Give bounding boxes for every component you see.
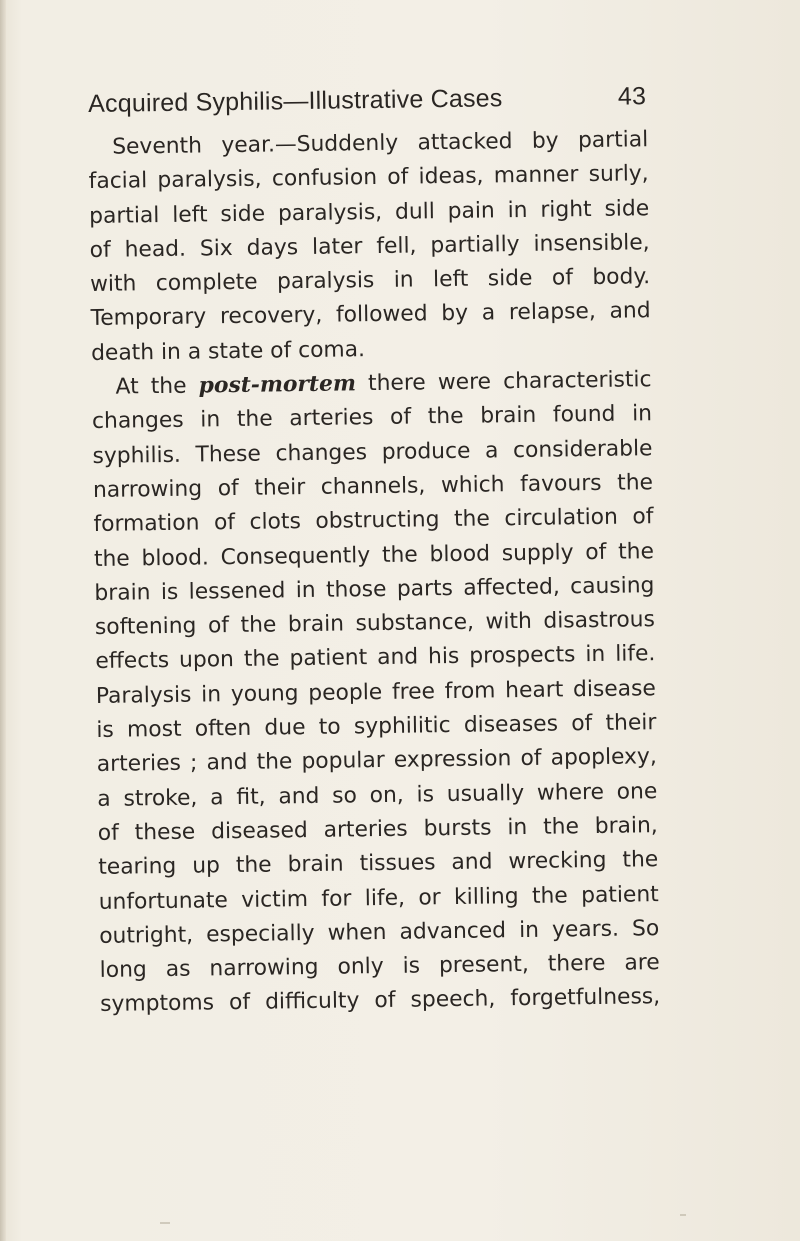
text-line: effects upon the patient and his prospects in life. bbox=[95, 641, 656, 675]
text-line: changes in the arteries of the brain found in bbox=[91, 401, 653, 435]
text-line: unfortunate victim for life, or killing the patient bbox=[98, 881, 659, 915]
page-number: 43 bbox=[617, 82, 647, 111]
text-line: formation of clots obstructing the circulation of bbox=[93, 504, 654, 538]
running-title: Acquired Syphilis—Illustrative Cases bbox=[88, 84, 503, 118]
text-line: facial paralysis, confusion of ideas, manner surly, bbox=[88, 161, 649, 195]
paper-speck bbox=[680, 1214, 686, 1216]
text-line: Paralysis in young people free from heart disease bbox=[95, 675, 657, 709]
text-line: softening of the brain substance, with disastrous bbox=[94, 607, 656, 641]
text-line: outright, especially when advanced in years. So bbox=[99, 915, 660, 949]
text-run: there were characteristic bbox=[367, 367, 652, 397]
text-line: of head. Six days later fell, partially insensible, bbox=[89, 230, 650, 263]
text-line: syphilis. These changes produce a considerable bbox=[92, 435, 653, 469]
emphasized-term: post-mortem bbox=[198, 371, 357, 399]
page-spine-shadow bbox=[0, 0, 6, 1241]
body-text bbox=[88, 123, 660, 1022]
text-line: is most often due to syphilitic diseases of their bbox=[96, 710, 657, 743]
text-line: of these diseased arteries bursts in the brain, bbox=[97, 813, 658, 846]
text-line: narrowing of their channels, which favours the bbox=[92, 470, 654, 503]
text-line: tearing up the brain tissues and wrecking the bbox=[98, 847, 659, 881]
text-line: arteries ; and the popular expression of apoplexy, bbox=[96, 744, 657, 778]
running-head bbox=[88, 82, 648, 124]
text-line: the blood. Consequently the blood supply of the bbox=[93, 538, 655, 572]
text-line: partial left side paralysis, dull pain in right side bbox=[89, 195, 650, 229]
text-line: long as narrowing only is present, there are bbox=[99, 950, 660, 984]
paper-speck bbox=[160, 1222, 170, 1224]
text-line: symptoms of difficulty of speech, forgetfulness, bbox=[100, 984, 661, 1018]
text-line: death in a state of coma. bbox=[90, 336, 366, 366]
text-line: a stroke, a fit, and so on, is usually where one bbox=[97, 778, 658, 812]
text-line: brain is lessened in those parts affected, causing bbox=[94, 572, 655, 606]
text-line: with complete paralysis in left side of body. bbox=[89, 264, 651, 298]
text-run: At the bbox=[115, 373, 187, 400]
text-line: Temporary recovery, followed by a relapse, and bbox=[90, 298, 651, 332]
text-line: Seventh year.—Suddenly attacked by partial bbox=[112, 127, 649, 160]
